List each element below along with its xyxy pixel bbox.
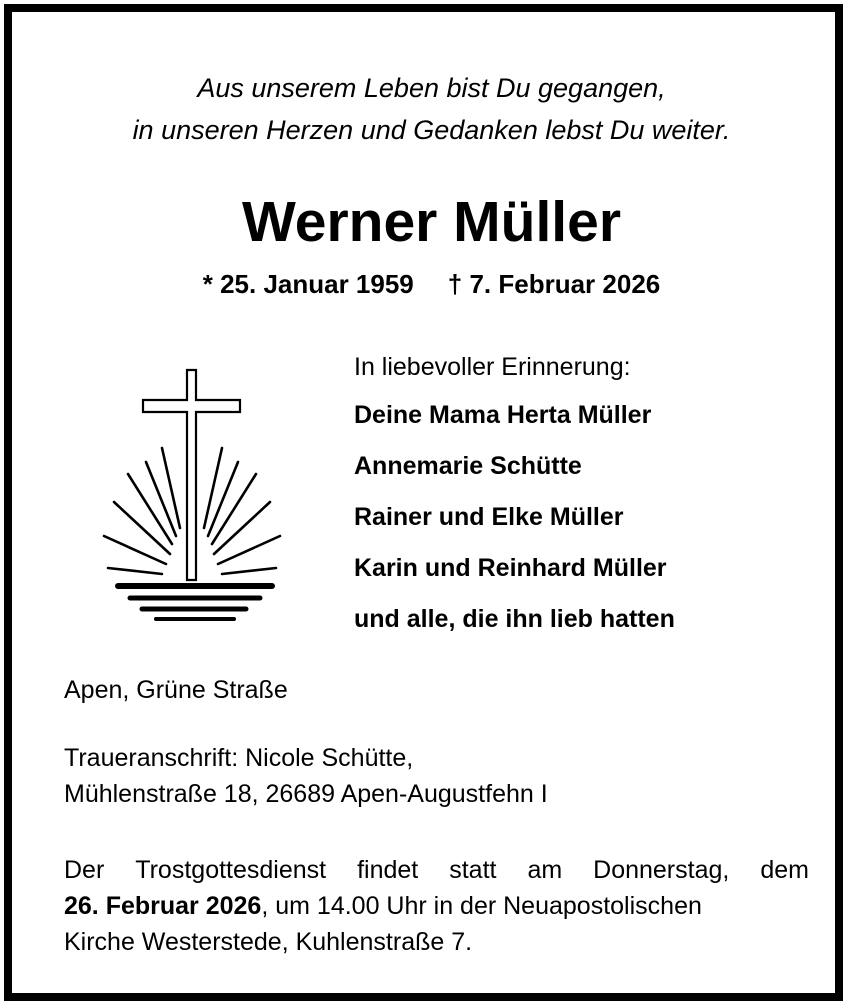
deceased-name: Werner Müller [241, 190, 622, 254]
service-word: am [527, 856, 563, 884]
service-word: statt [449, 856, 497, 884]
obituary-frame [4, 4, 843, 1001]
service-word: Donnerstag, [593, 856, 730, 884]
service-date: 26. Februar 2026 [64, 892, 262, 920]
motto-line-2: in unseren Herzen und Gedanken lebst Du weiter. [132, 115, 731, 145]
service-time-place: , um 14.00 Uhr in der Neuapostolischen [261, 892, 702, 920]
death-date: † 7. Februar 2026 [447, 269, 661, 299]
mourner-name: Rainer und Elke Müller [354, 503, 624, 531]
condolence-line-1: Traueranschrift: Nicole Schütte, [64, 744, 414, 772]
cross-with-sun-rays-and-water-icon [100, 362, 290, 627]
mourners-list [354, 396, 675, 651]
mourners-intro: In liebevoller Erinnerung: [354, 353, 631, 381]
mourner-name: und alle, die ihn lieb hatten [354, 605, 675, 633]
service-announcement [64, 852, 809, 960]
service-line-1 [64, 852, 809, 888]
residence-address: Apen, Grüne Straße [64, 676, 288, 704]
motto-line-1: Aus unserem Leben bist Du gegangen, [197, 73, 666, 103]
mourner-name: Annemarie Schütte [354, 452, 582, 480]
mourner-name: Deine Mama Herta Müller [354, 401, 652, 429]
service-word: Der [64, 856, 105, 884]
birth-date: * 25. Januar 1959 [202, 269, 414, 299]
service-line-2 [64, 888, 809, 924]
service-line-3: Kirche Westerstede, Kuhlenstraße 7. [64, 928, 473, 956]
service-word: Trostgottesdienst [135, 856, 327, 884]
condolence-line-2: Mühlenstraße 18, 26689 Apen-Augustfehn I [64, 780, 548, 808]
life-dates [12, 266, 846, 302]
service-word: dem [760, 856, 809, 884]
mourner-name: Karin und Reinhard Müller [354, 554, 667, 582]
service-word: findet [357, 856, 419, 884]
condolence-address [64, 740, 548, 812]
